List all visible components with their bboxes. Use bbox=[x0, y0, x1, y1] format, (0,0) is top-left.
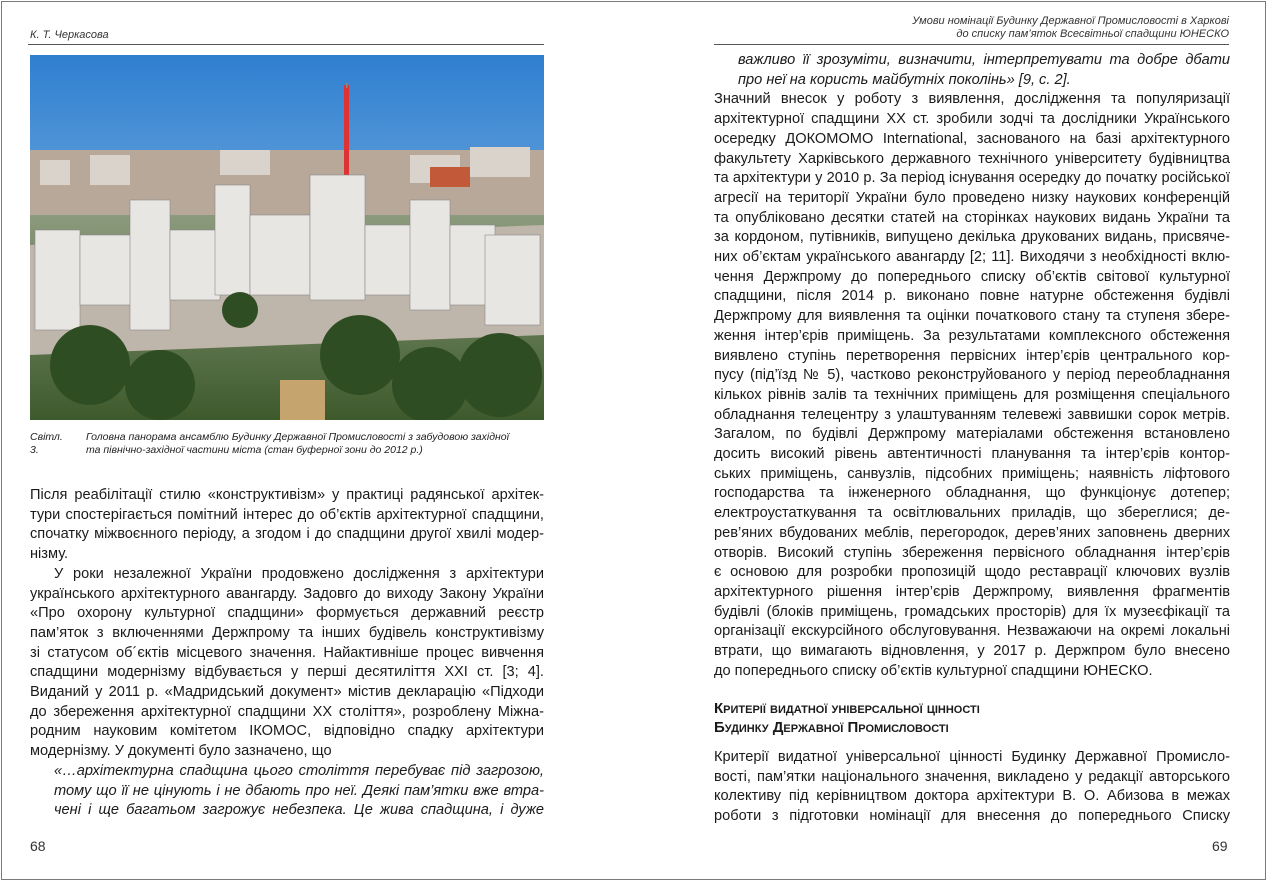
text-line: важливо її зрозуміти, визначити, інтерпретувати та добре дбати bbox=[738, 52, 1230, 68]
text-line: колективу під керівництвом доктора архітектури В. О. Абизова в межах bbox=[714, 788, 1230, 805]
text-line: чені і ще багатьом загрожує небезпека. Це жива спадщина, і дуже bbox=[54, 802, 544, 819]
text-line: Після реабілітації стилю «конструктивізм» у практиці радянської архітек- bbox=[30, 487, 544, 503]
text-line: У роки незалежної України продовжено дослідження з архітектури bbox=[54, 565, 544, 582]
text-line: ських приміщень, санвузлів, підсобних приміщень; наявність ліфтового bbox=[714, 465, 1230, 482]
text-line: осередку ДОКОМОМО International, заснованого на базі архітектурного bbox=[714, 130, 1230, 147]
text-line: спадщини, після 2014 р. виконано повне натурне обстеження будівлі bbox=[714, 288, 1230, 305]
running-head-right bbox=[912, 15, 1229, 41]
text-line: тури спостерігається помітний інтерес до об’єктів архітектурної спадщини, bbox=[30, 506, 544, 523]
text-line: «Про охорону культурної спадщини» формується державний реєстр bbox=[30, 605, 544, 622]
text-line: нізму. bbox=[30, 546, 69, 563]
text-line: рев’яних вбудованих меблів, перегородок, дерев’яних заповнень дверних bbox=[714, 524, 1230, 541]
text-line: за кордоном, путівників, випущено декілька друкованих видань, присвяче- bbox=[714, 229, 1230, 246]
text-line: спадщини модернізму відбувається у перші десятиліття XXI ст. [3; 4]. bbox=[30, 664, 544, 681]
text-line: вості, пам’ятки національного значення, викладено у редакції авторського bbox=[714, 768, 1230, 785]
section-heading bbox=[714, 699, 980, 737]
text-line: та опубліковано десятки статей на сторінках наукових видань України та bbox=[714, 209, 1230, 226]
caption-line: Головна панорама ансамблю Будинку Державної Промисловості з забудовою західної bbox=[86, 431, 509, 443]
text-line: про неї на користь майбутніх поколінь» [9, с. 2]. bbox=[738, 71, 1071, 88]
page-number-left: 68 bbox=[30, 838, 46, 854]
text-line: кількох рівнів залів та технічних приміщень для розміщення спеціального bbox=[714, 386, 1230, 403]
text-line: до попереднього списку об’єктів культурної спадщини ЮНЕСКО. bbox=[714, 662, 1153, 679]
page-number-right: 69 bbox=[1212, 838, 1228, 854]
text-line: до збереження архітектурної спадщини XX століття», розроблену Міжна- bbox=[30, 703, 544, 720]
running-head-line: до списку пам’яток Всесвітньої спадщини ЮНЕСКО bbox=[956, 28, 1229, 40]
text-line: «…архітектурна спадщина цього століття перебуває під загрозою, bbox=[54, 762, 544, 779]
right-body-text-2 bbox=[714, 748, 1230, 827]
paragraph bbox=[30, 486, 544, 565]
text-line: архітектурної спадщини XX ст. зробили зодчі та дослідники Українського bbox=[714, 111, 1230, 128]
running-head-left: К. Т. Черкасова bbox=[30, 29, 109, 41]
header-rule-left bbox=[28, 44, 544, 45]
text-line: чення Держпрому до попереднього списку об’єктів світової культурної bbox=[714, 268, 1230, 285]
block-quote bbox=[714, 51, 1230, 90]
text-line: пусу (під’їзд № 5), частково реконструйованого у період переобладнання bbox=[714, 367, 1230, 384]
text-line: них об’єктам українського авангарду [2; 11]. Виходячи з необхідності вклю- bbox=[714, 249, 1230, 266]
text-line: є основою для розробки пропозицій щодо реставрації ключових вузлів bbox=[714, 564, 1230, 581]
text-line: отворів. Високий ступінь збереження первісного обладнання інтер’єрів bbox=[714, 544, 1230, 561]
text-line: будівлі (блоків приміщень, громадських просторів) для їх музеєфікації та bbox=[714, 603, 1230, 620]
text-line: Загалом, по будівлі Держпрому матеріалами обстеження встановлено bbox=[714, 426, 1230, 443]
running-head-line: Умови номінації Будинку Державної Промисловості в Харкові bbox=[912, 15, 1229, 27]
figure-label: Світл. 3. bbox=[30, 431, 63, 456]
paragraph bbox=[714, 748, 1230, 827]
text-line: виявлено ступінь перетворення первісних інтер’єрів центрального кор- bbox=[714, 347, 1230, 364]
text-line: архітектурного рішення інтер’єрів Держпрому, виявлення фрагментів bbox=[714, 583, 1230, 600]
text-line: Держпрому для виявлення та оцінки початкового стану та ступеня збере- bbox=[714, 308, 1230, 325]
paragraph bbox=[714, 90, 1230, 681]
text-line: ження інтер’єрів приміщень. За результатами комплексного обстеження bbox=[714, 327, 1230, 344]
photo-derzhprom-panorama bbox=[30, 55, 544, 420]
text-line: Критерії видатної універсальної цінності Будинку Державної Промисло- bbox=[714, 749, 1230, 765]
text-line: модернізму. У документі було зазначено, що bbox=[30, 743, 332, 760]
right-body-text bbox=[714, 51, 1230, 682]
text-line: агресії на території України було проведено низку наукових конференцій bbox=[714, 189, 1230, 206]
text-line: втрати, що вимагають відновлення, у 2017 р. Держпром було внесено bbox=[714, 643, 1230, 660]
text-line: електроустаткування та освітлювальних приладів, що збереглися; де- bbox=[714, 505, 1230, 522]
heading-line: Будинку Державної Промисловості bbox=[714, 719, 949, 736]
text-line: Виданий у 2011 р. «Мадридський документ» містив декларацію «Підходи bbox=[30, 684, 544, 701]
text-line: спочатку міжвоєнного періоду, а згодом і до спадщини другої хвилі модер- bbox=[30, 526, 544, 543]
left-body-text bbox=[30, 486, 544, 821]
text-line: родним науковим комітетом ІКОМОС, відповідно спадку архітектури bbox=[30, 723, 544, 740]
text-line: зі статусом об´єктів місцевого значення. Найактивніше процес вивчення bbox=[30, 644, 544, 661]
text-line: обладнання телецентру з улаштуванням телевежі заввишки сорок метрів. bbox=[714, 406, 1230, 423]
text-line: господарства та інженерного обладнання, що функціонує дотепер; bbox=[714, 485, 1230, 502]
heading-line: Критерії видатної універсальної цінності bbox=[714, 700, 980, 717]
text-line: організації екскурсійного обслуговування. Незважаючи на окремі локальні bbox=[714, 623, 1230, 640]
text-line: факультету Харківського державного технічного університету будівництва bbox=[714, 150, 1230, 167]
paragraph bbox=[30, 565, 544, 762]
text-line: роботи з підготовки номінації для внесення до попереднього Списку bbox=[714, 808, 1230, 825]
text-line: українського архітектурного авангарду. Задовго до виходу Закону України bbox=[30, 585, 544, 602]
header-rule-right bbox=[714, 44, 1229, 45]
caption-line: та північно-західної частини міста (стан буферної зони до 2012 р.) bbox=[86, 443, 423, 456]
text-line: та архітектури у 2010 р. За період існування осередку до початку російської bbox=[714, 170, 1230, 187]
text-line: досить високий рівень автентичності планування та інтер’єрів контор- bbox=[714, 446, 1230, 463]
text-line: Значний внесок у роботу з виявлення, дослідження та популяризації bbox=[714, 91, 1230, 108]
text-line: тому що її не цінують і не дбають про неї. Деякі пам’ятки вже втра- bbox=[54, 782, 544, 799]
text-line: пам’яток з включеннями Держпрому та інших будівель конструктивізму bbox=[30, 624, 544, 641]
block-quote bbox=[30, 762, 544, 821]
